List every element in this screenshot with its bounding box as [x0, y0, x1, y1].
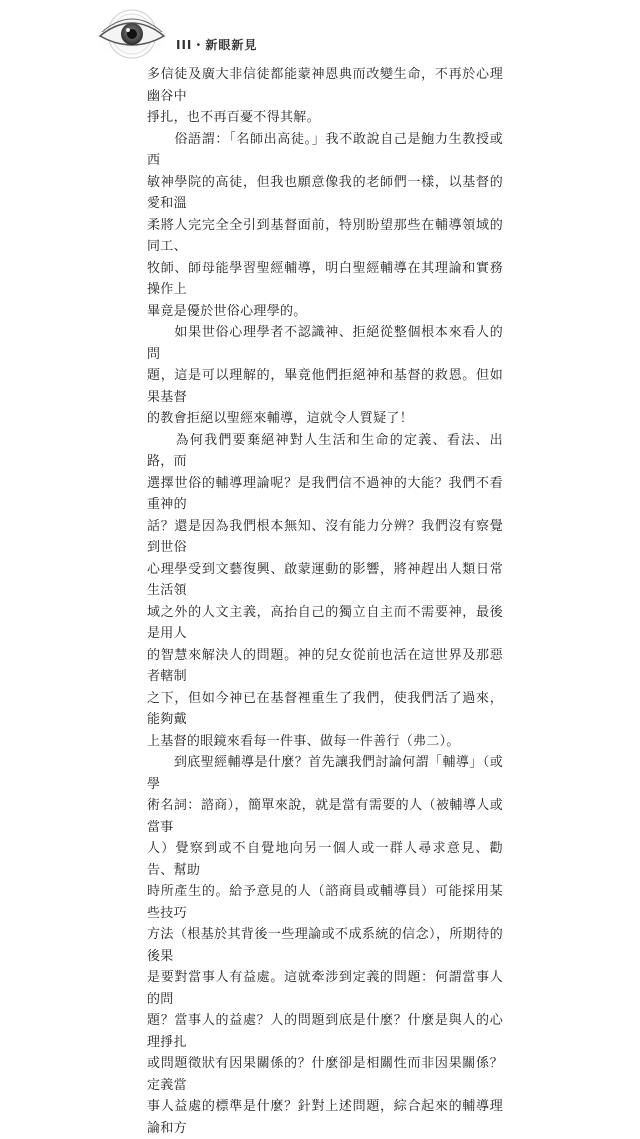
paragraph: 多信徒及廣大非信徒都能蒙神恩典而改變生命，不再於心理幽谷中 掙扎，也不再百憂不得其解。 [147, 67, 503, 125]
body-text [147, 64, 503, 1139]
paragraph: 如果世俗心理學者不認識神、拒絕從整個根本來看人的問 題，這是可以理解的，畢竟他們拒絕神和基督的救恩。但如果基督 的教會拒絕以聖經來輔導，這就令人質疑了！ [147, 325, 503, 426]
paragraph: 俗語謂：「名師出高徒。」我不敢說自己是鮑力生教授或西 敏神學院的高徒，但我也願意像我的老師們一樣，以基督的愛和溫 柔將人完完全全引到基督面前，特別盼望那些在輔導領域的同工、 牧師、師母能學習聖經輔導，明白聖經輔導在其理論和實務操作上 畢竟是優於世俗心理學的。 [147, 131, 503, 319]
paragraph: 到底聖經輔導是什麼？首先讓我們討論何謂「輔導」（或學 術名詞：諮商），簡單來說，就是當有需要的人（被輔導人或當事 人）覺察到或不自覺地向另一個人或一群人尋求意見、勸告、幫助 時所產生的。給予意見的人（諮商員或輔導員）可能採用某些技巧 方法（根基於其背後一些理論或不成系統的信念），所期待的後果 是要對當事人有益處。這就牽涉到定義的問題：何謂當事人的問 題？當事人的益處？人的問題到底是什麼？什麼是與人的心理掙扎 或問題徵狀有因果關係的？什麼卻是相關性而非因果關係？定義當 事人益處的標準是什麼？針對上述問題，綜合起來的輔導理論和方 [147, 755, 503, 1136]
page-header [0, 0, 640, 60]
paragraph: 為何我們要棄絕神對人生活和生命的定義、看法、出路，而 選擇世俗的輔導理論呢？是我們信不過神的大能？我們不看重神的 話？還是因為我們根本無知、沒有能力分辨？我們沒有察覺到世俗 心理學受到文藝復興、啟蒙運動的影響，將神趕出人類日常生活領 域之外的人文主義，高抬自己的獨立自主而不需要神，最後是用人 的智慧來解決人的問題。神的兒女從前也活在這世界及那惡者轄制 之下，但如今神已在基督裡重生了我們，使我們活了過來，能夠戴 上基督的眼鏡來看每一件事、做每一件善行（弗二）。 [147, 432, 503, 749]
section-title: III・新眼新見 [176, 38, 258, 52]
eye-icon [92, 8, 172, 60]
